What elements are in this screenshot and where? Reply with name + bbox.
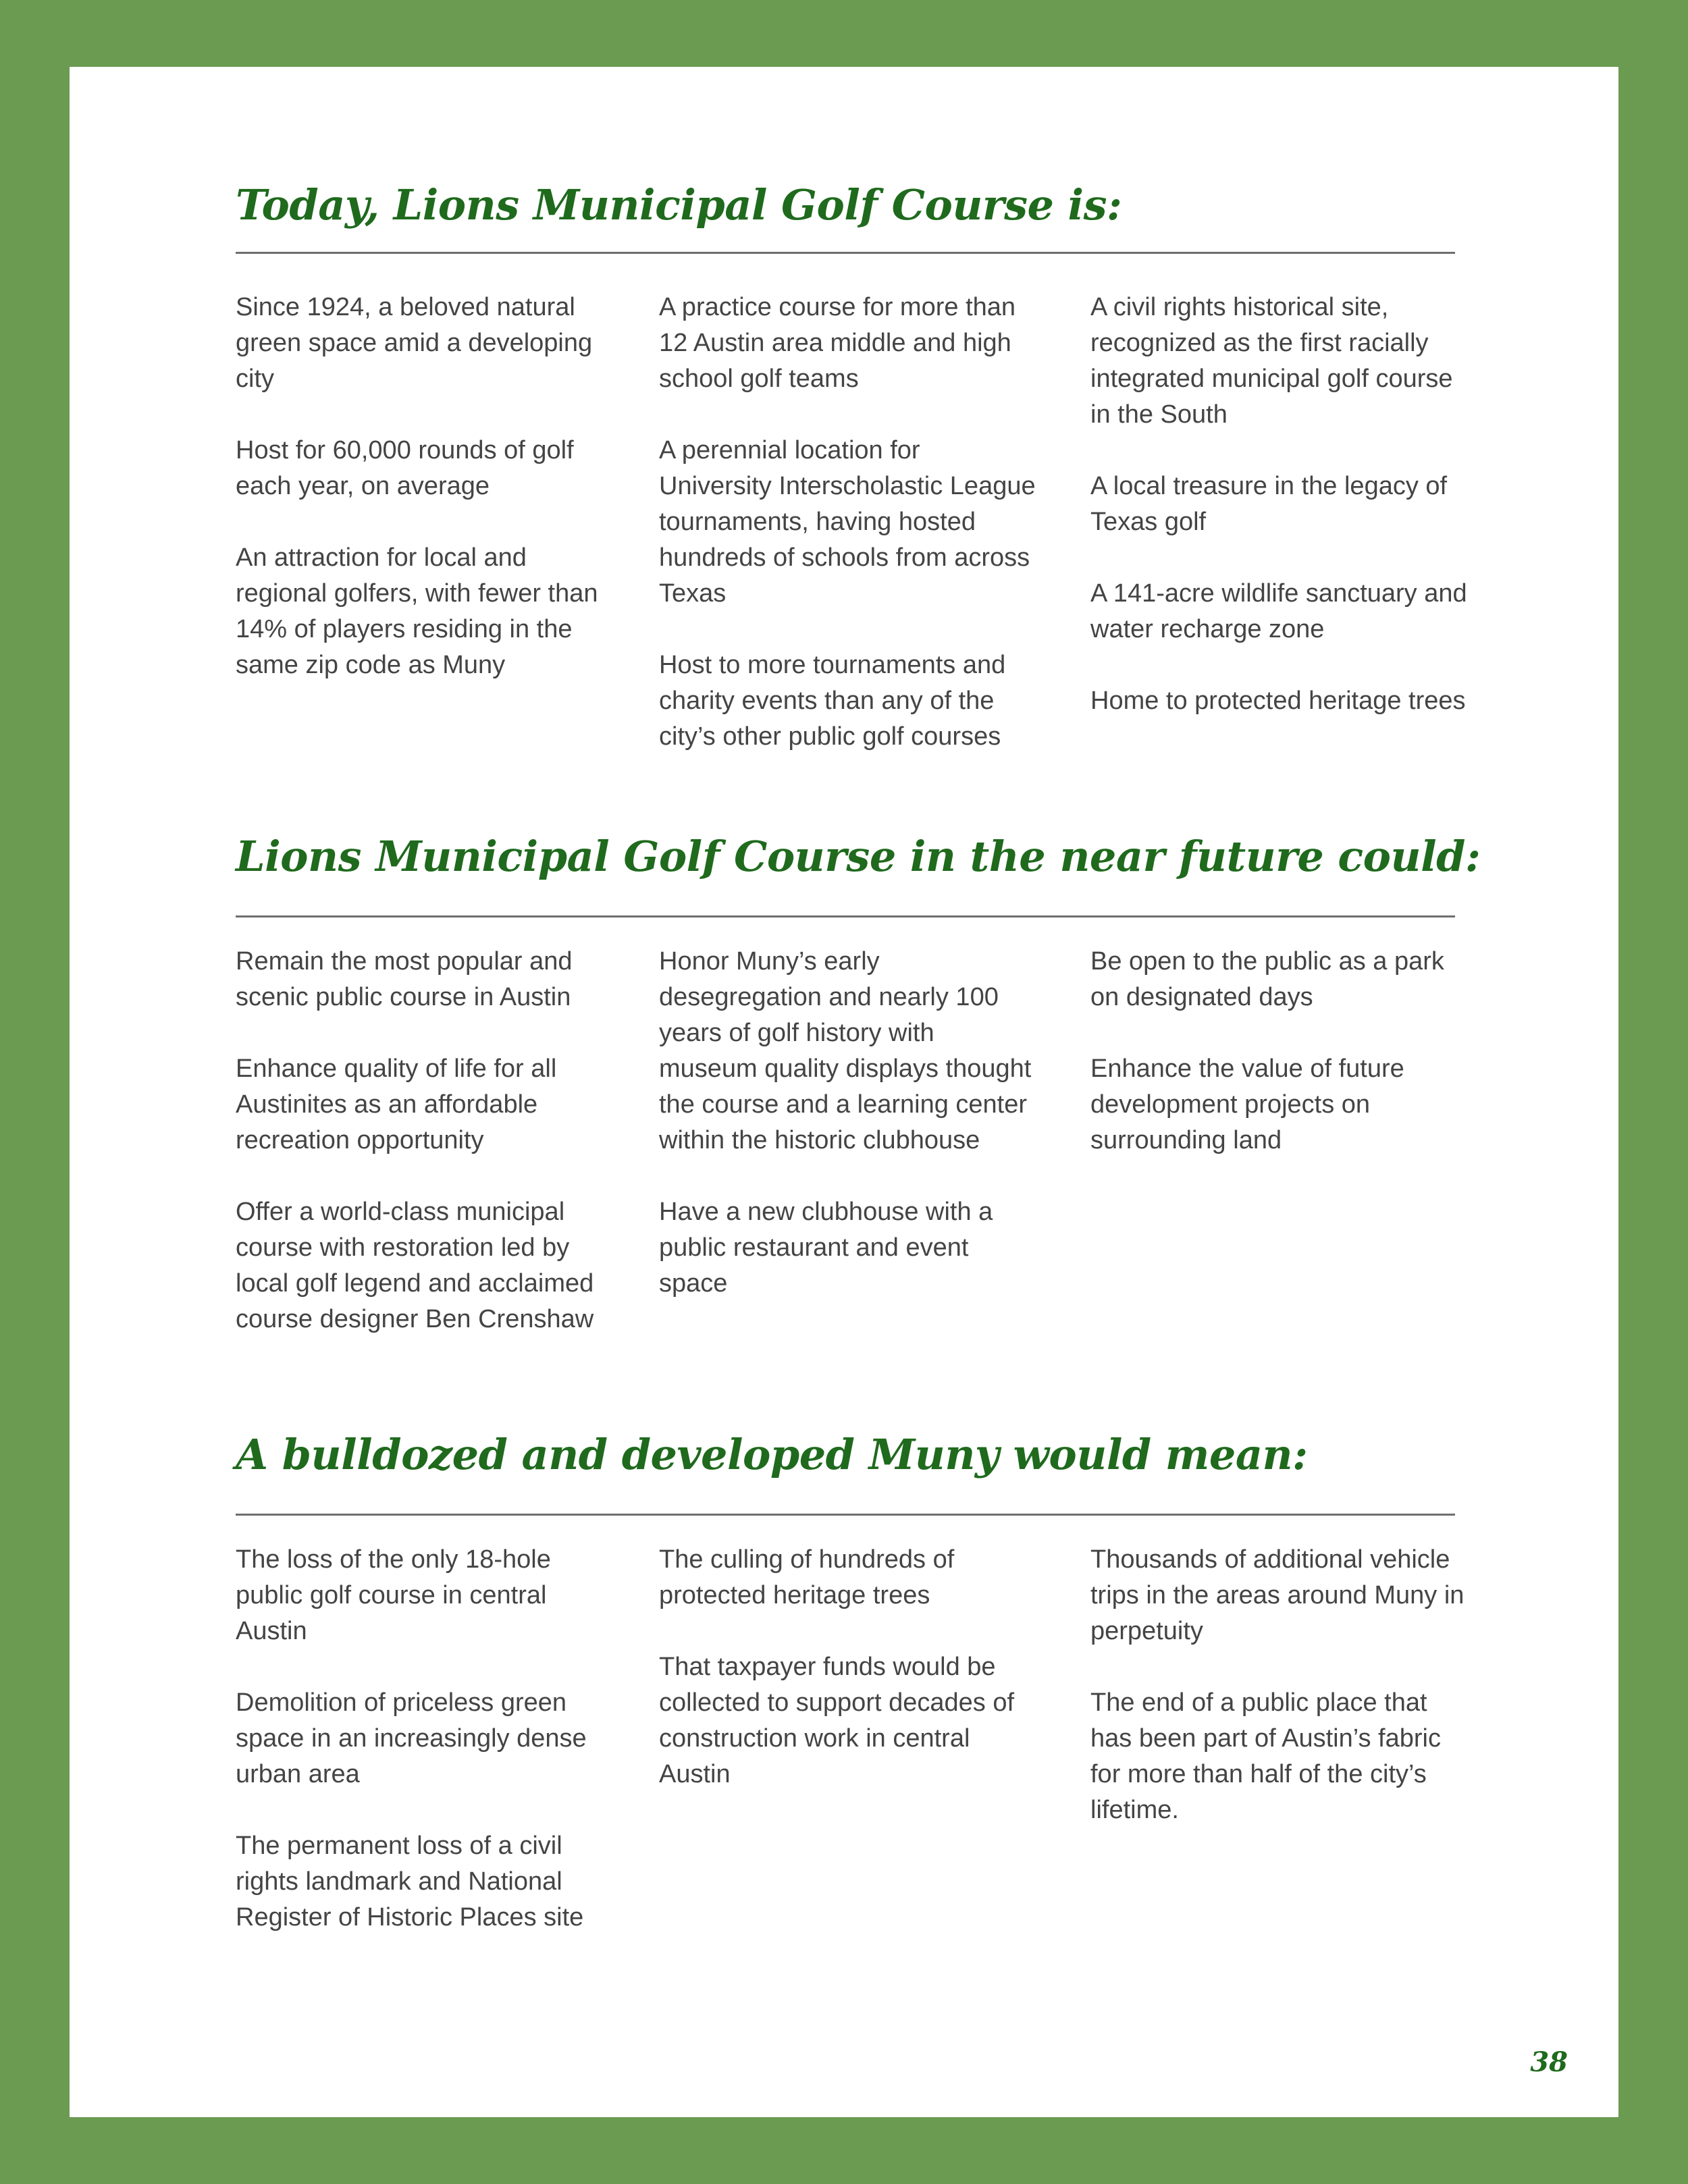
list-item: Home to protected heritage trees — [1090, 687, 1466, 715]
section-title: Lions Municipal Golf Course in the near future could: — [236, 832, 1481, 881]
column-2 — [659, 1542, 1037, 1828]
column-1 — [236, 290, 614, 719]
divider — [236, 1514, 1455, 1516]
list-item: Demolition of priceless green space in an increasingly dense urban area — [236, 1688, 587, 1788]
list-item: Honor Muny’s early desegregation and nearly 100 years of golf history with museum quality displays thought the course and a learning center within the historic clubhouse — [659, 947, 1032, 1154]
list-item: The end of a public place that has been part of Austin’s fabric for more than half of the city’s lifetime. — [1090, 1688, 1441, 1824]
column-3 — [1090, 1542, 1469, 1864]
list-item: A local treasure in the legacy of Texas golf — [1090, 472, 1448, 536]
divider — [236, 915, 1455, 917]
column-1 — [236, 1542, 614, 1971]
list-item: An attraction for local and regional golfers, with fewer than 14% of players residing in the same zip code as Muny — [236, 543, 598, 679]
list-item: Enhance the value of future development projects on surrounding land — [1090, 1055, 1404, 1154]
list-item: Thousands of additional vehicle trips in the areas around Muny in perpetuity — [1090, 1545, 1465, 1645]
page — [70, 67, 1618, 2117]
section-bulldozed — [236, 1430, 1527, 1932]
section-today — [236, 180, 1527, 751]
list-item: Offer a world-class municipal course with restoration led by local golf legend and acclaimed course designer Ben Crenshaw — [236, 1198, 594, 1333]
column-2 — [659, 944, 1037, 1337]
page-number: 38 — [1530, 2046, 1568, 2078]
column-1 — [236, 944, 614, 1373]
list-item: A practice course for more than 12 Austin area middle and high school golf teams — [659, 293, 1016, 393]
list-item: A 141-acre wildlife sanctuary and water recharge zone — [1090, 579, 1467, 643]
list-item: Enhance quality of life for all Austinites as an affordable recreation opportunity — [236, 1055, 557, 1154]
list-item: Host to more tournaments and charity events than any of the city’s other public golf courses — [659, 651, 1006, 751]
list-item: That taxpayer funds would be collected to support decades of construction work in central Austin — [659, 1653, 1015, 1788]
list-item: Host for 60,000 rounds of golf each year, on average — [236, 436, 574, 500]
section-near-future — [236, 832, 1527, 1333]
list-item: Since 1924, a beloved natural green space amid a developing city — [236, 293, 593, 393]
list-item: The loss of the only 18-hole public golf course in central Austin — [236, 1545, 551, 1645]
list-item: Remain the most popular and scenic public course in Austin — [236, 947, 573, 1011]
list-item: A civil rights historical site, recognized as the first racially integrated municipal golf course in the South — [1090, 293, 1453, 429]
column-3 — [1090, 944, 1469, 1194]
section-title: Today, Lions Municipal Golf Course is: — [236, 180, 1122, 230]
list-item: Have a new clubhouse with a public restaurant and event space — [659, 1198, 993, 1298]
list-item: The permanent loss of a civil rights landmark and National Register of Historic Places site — [236, 1832, 584, 1932]
column-3 — [1090, 290, 1469, 755]
list-item: A perennial location for University Interscholastic League tournaments, having hosted hundreds of schools from across Texas — [659, 436, 1036, 608]
list-item: The culling of hundreds of protected heritage trees — [659, 1545, 955, 1609]
divider — [236, 252, 1455, 254]
column-2 — [659, 290, 1037, 791]
section-title: A bulldozed and developed Muny would mean: — [236, 1430, 1308, 1479]
list-item: Be open to the public as a park on designated days — [1090, 947, 1444, 1011]
